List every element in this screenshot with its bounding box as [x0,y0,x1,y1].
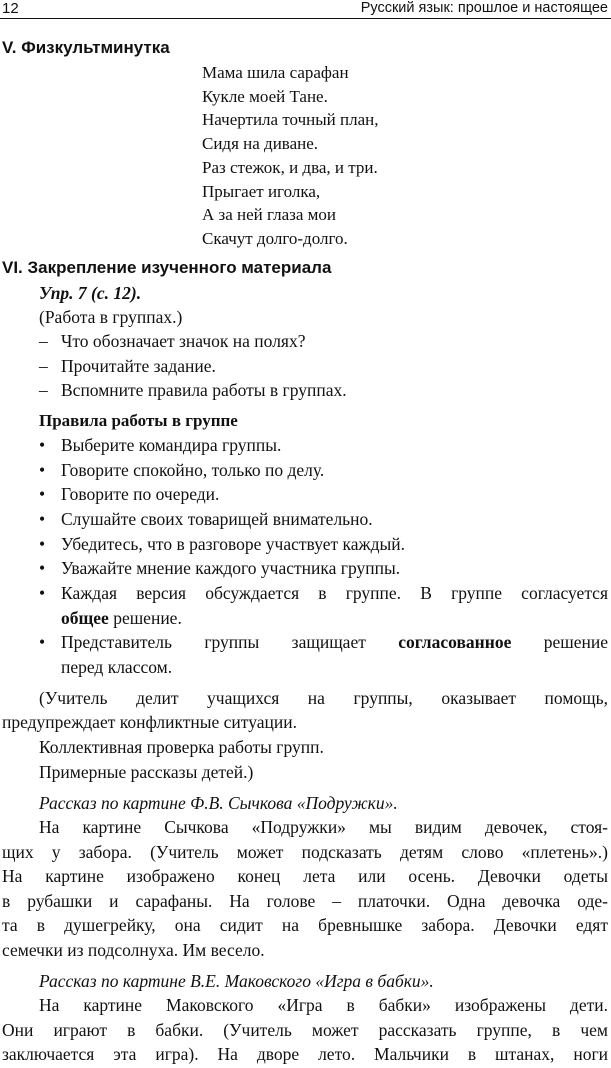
story-line: заключается эта игра). На дворе лето. Мальчики в штанах, ноги [2,1044,608,1064]
poem-line: Кукле моей Тане. [202,86,328,106]
bullet-mark: • [39,534,46,554]
poem-line: А за ней глаза мои [202,205,337,224]
poem-line: Раз стежок, и два, и три. [202,158,378,177]
rule-text: Уважайте мнение каждого участника группы. [61,558,401,578]
rule-text: Говорите по очереди. [61,484,220,504]
story-line: На картине Маковского «Игра в бабки» изображены дети. [39,995,608,1015]
story-line: в рубашки и сарафаны. На голове – платочки. Одна девочка оде- [2,891,608,911]
story-line: На картине изображено конец лета или осень. Девочки одеты [2,866,608,886]
poem-line: Мама шила сарафан [202,63,349,82]
dash-mark: – [39,331,48,351]
rule-text-continued: общее решение. [61,608,182,628]
bold-term: согласованное [398,632,512,652]
page-number: 12 [2,0,19,17]
rule-text: Представитель группы защищает согласованное решение [61,632,608,652]
teacher-note: (Учитель делит учащихся на группы, оказывает помощь, [39,688,608,708]
question-text: Что обозначает значок на полях? [61,331,306,351]
teacher-note: Примерные рассказы детей.) [39,762,254,782]
poem-line: Скачут долго-долго. [202,228,348,248]
bullet-mark: • [39,435,46,455]
bullet-mark: • [39,632,46,652]
teacher-note: предупреждает конфликтные ситуации. [2,712,297,732]
poem-line: Сидя на диване. [202,133,319,153]
rule-text: Говорите спокойно, только по делу. [61,460,325,480]
bullet-mark: • [39,460,46,480]
page-header [0,0,611,19]
rule-text: Убедитесь, что в разговоре участвует каждый. [61,534,406,554]
bold-term: общее [61,608,109,628]
exercise-ref: Упр. 7 (с. 12). [39,283,142,303]
bullet-mark: • [39,583,46,603]
rule-text: Слушайте своих товарищей внимательно. [61,509,373,529]
rule-text: Каждая версия обсуждается в группе. В группе согласуется [61,583,608,603]
question-text: Вспомните правила работы в группах. [61,380,347,400]
dash-mark: – [39,356,48,376]
dash-mark: – [39,380,48,400]
rule-text-continued: перед классом. [61,657,173,677]
story-line: семечки из подсолнуха. Им весело. [2,940,265,960]
rules-title: Правила работы в группе [39,411,238,430]
story-line: та в душегрейку, она сидит на бревнышке забора. Девочки едят [2,915,608,935]
poem-line: Прыгает иголка, [202,181,321,201]
poem-stanza [202,156,378,250]
question-text: Прочитайте задание. [61,356,216,376]
story-line: На картине Сычкова «Подружки» мы видим девочек, стоя- [39,817,608,837]
story-title: Рассказ по картине Ф.В. Сычкова «Подружки». [39,793,398,813]
story-line: щих у забора. (Учитель может подсказать детям слово «плетень».) [2,842,608,862]
story-line: Они играют в бабки. (Учитель может рассказать группе, в чем [2,1020,608,1040]
bullet-mark: • [39,509,46,529]
story-title: Рассказ по картине В.Е. Маковского «Игра в бабки». [39,971,434,991]
bullet-mark: • [39,558,46,578]
section-title: V. Физкультминутка [2,38,170,57]
poem-line: Начертила точный план, [202,110,379,129]
work-mode: (Работа в группах.) [39,307,183,327]
poem-stanza [202,61,378,155]
bullet-mark: • [39,484,46,504]
teacher-note: Коллективная проверка работы групп. [39,737,324,757]
section-title: VI. Закрепление изученного материала [2,258,332,277]
rule-text: Выберите командира группы. [61,435,282,455]
running-title: Русский язык: прошлое и настоящее [360,0,608,16]
